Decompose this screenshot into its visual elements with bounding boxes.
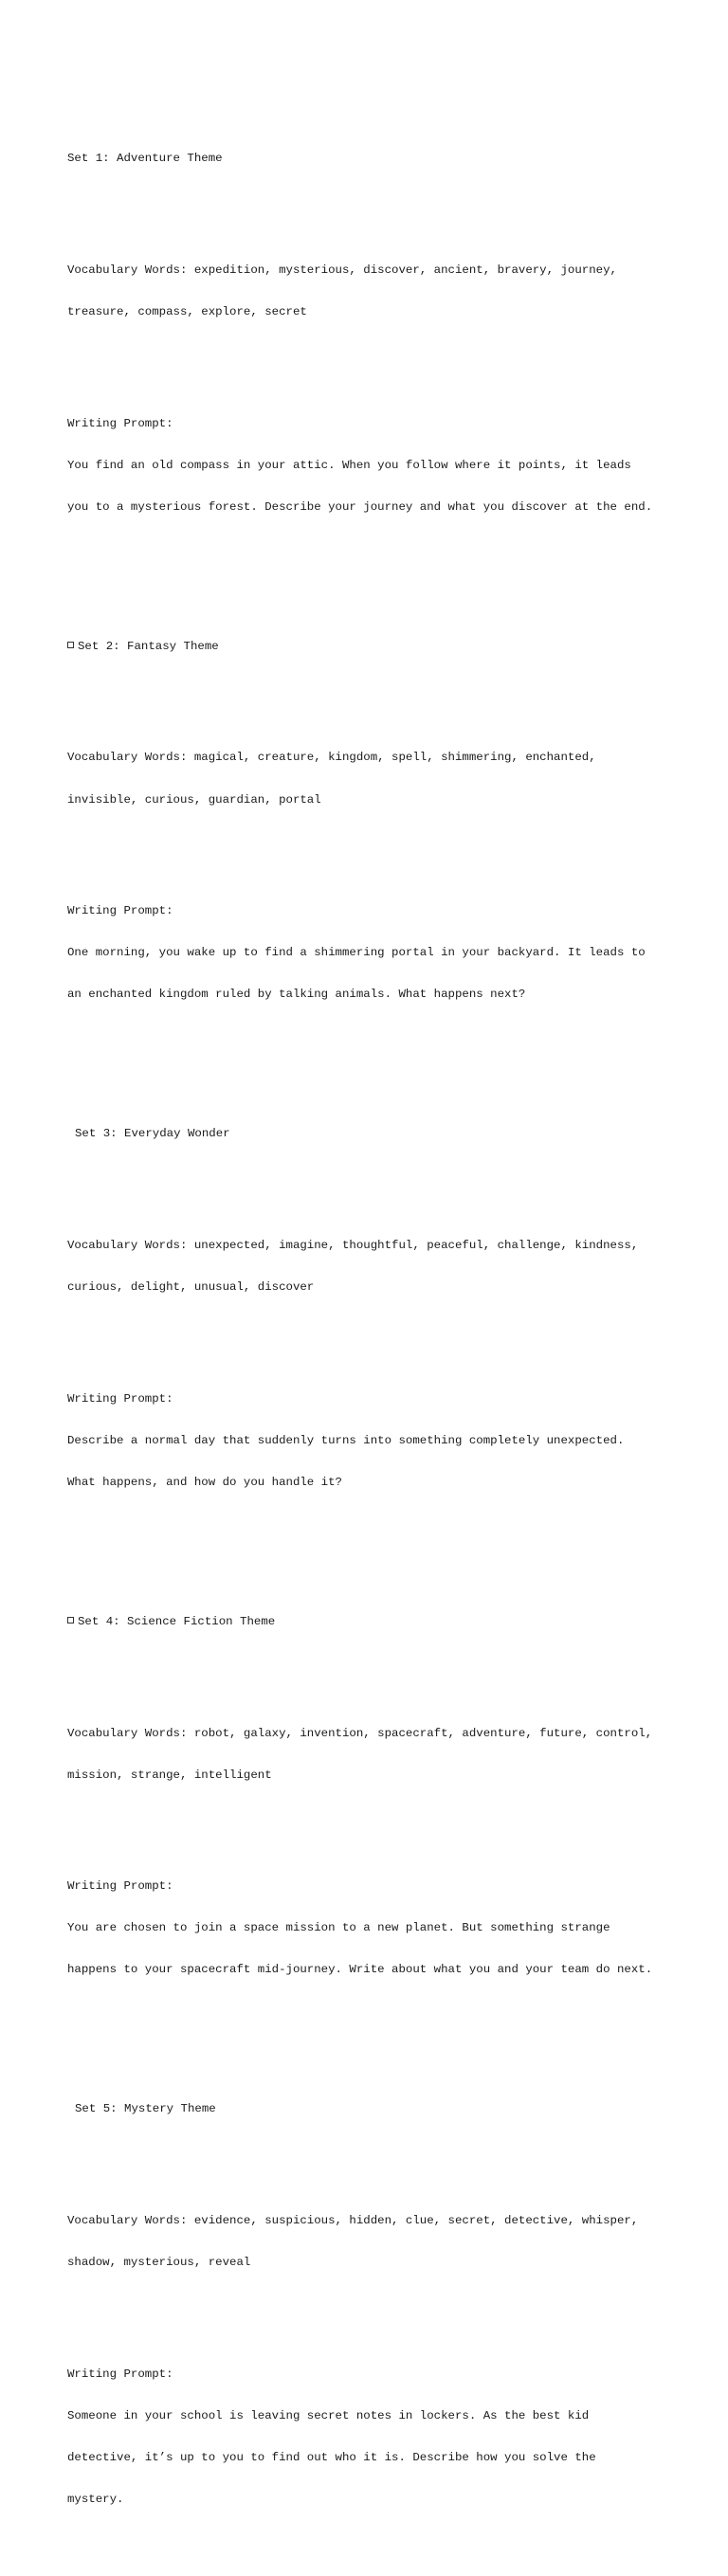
set-4-vocab-line-2: mission, strange, intelligent [67,1768,272,1782]
vocabulary-block [67,1211,674,1323]
checkbox-glyph-icon [67,642,74,648]
writing-prompt-block [67,2339,674,2534]
set-4-vocab-line-1: Vocabulary Words: robot, galaxy, invention, spacecraft, adventure, future, control, [67,1726,653,1740]
set-5-vocab-line-2: shadow, mysterious, reveal [67,2256,251,2270]
set-1-prompt-label: Writing Prompt: [67,416,173,430]
set-5-heading: Set 5: Mystery Theme [75,2102,216,2116]
set-3-prompt-label: Writing Prompt: [67,1391,173,1406]
set-1-heading: Set 1: Adventure Theme [67,152,223,166]
set-4-heading: Set 4: Science Fiction Theme [78,1614,276,1628]
writing-prompt-block [67,1852,674,2005]
set-heading [67,124,674,194]
vocabulary-block [67,2186,674,2298]
set-2-heading-row [67,640,674,654]
set-heading [67,611,674,681]
checkbox-glyph-icon [67,1617,74,1624]
document-page [67,68,674,2576]
set-1-prompt-line-1: You find an old compass in your attic. When you follow where it points, it leads [67,458,631,472]
set-3-vocab-line-1: Vocabulary Words: unexpected, imagine, thoughtful, peaceful, challenge, kindness, [67,1238,639,1252]
set-2-vocab-line-1: Vocabulary Words: magical, creature, kingdom, spell, shimmering, enchanted, [67,751,596,765]
vocabulary-block [67,723,674,835]
set-5-prompt-label: Writing Prompt: [67,2367,173,2381]
set-1-prompt-line-2: you to a mysterious forest. Describe your journey and what you discover at the end. [67,499,653,514]
set-2-prompt-line-2: an enchanted kingdom ruled by talking animals. What happens next? [67,988,526,1002]
set-2-prompt-line-1: One morning, you wake up to find a shimmering portal in your backyard. It leads to [67,946,646,960]
set-heading [67,1587,674,1658]
set-1-vocab-line-1: Vocabulary Words: expedition, mysterious, discover, ancient, bravery, journey, [67,263,617,277]
writing-prompt-block [67,877,674,1030]
set-2-heading: Set 2: Fantasy Theme [78,639,219,653]
set-5-prompt-line-1: Someone in your school is leaving secret notes in lockers. As the best kid [67,2408,590,2422]
set-heading [67,1099,674,1170]
set-5-prompt-line-2: detective, it’s up to you to find out who it is. Describe how you solve the [67,2451,596,2465]
set-3-vocab-line-2: curious, delight, unusual, discover [67,1280,315,1295]
set-4-prompt-label: Writing Prompt: [67,1879,173,1894]
set-1-vocab-line-2: treasure, compass, explore, secret [67,304,307,318]
writing-prompt-block [67,1364,674,1517]
vocabulary-block [67,235,674,347]
set-4-heading-row [67,1615,674,1629]
set-heading [67,2075,674,2145]
set-4-prompt-line-1: You are chosen to join a space mission to a new planet. But something strange [67,1921,610,1935]
vocabulary-block [67,1698,674,1810]
set-3-prompt-line-2: What happens, and how do you handle it? [67,1475,342,1489]
set-2-vocab-line-2: invisible, curious, guardian, portal [67,792,321,807]
writing-prompt-block [67,389,674,542]
set-3-prompt-line-1: Describe a normal day that suddenly turns into something completely unexpected. [67,1433,625,1447]
set-3-heading: Set 3: Everyday Wonder [75,1127,230,1141]
set-4-prompt-line-2: happens to your spacecraft mid-journey. Write about what you and your team do next. [67,1963,653,1977]
set-5-prompt-line-3: mystery. [67,2493,124,2507]
set-2-prompt-label: Writing Prompt: [67,904,173,918]
set-5-vocab-line-1: Vocabulary Words: evidence, suspicious, hidden, clue, secret, detective, whisper, [67,2214,639,2228]
